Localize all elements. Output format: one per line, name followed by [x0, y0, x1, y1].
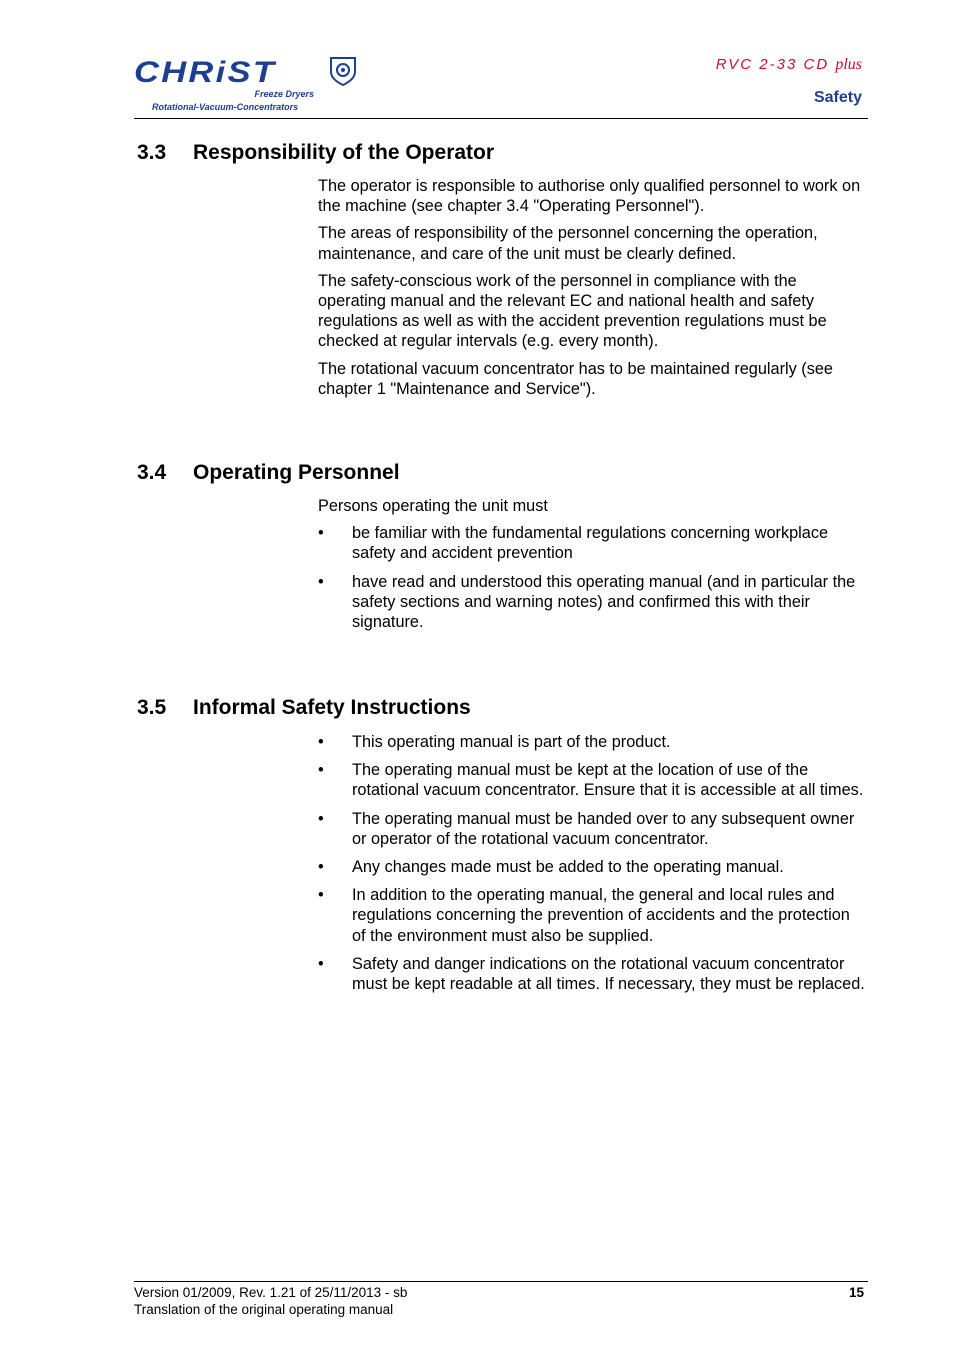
section-title: Informal Safety Instructions [193, 696, 471, 719]
footer-translation: Translation of the original operating manual [134, 1302, 394, 1317]
page-footer [134, 1281, 868, 1318]
footer-version: Version 01/2009, Rev. 1.21 of 25/11/2013 - sb [134, 1285, 408, 1300]
intro-text: Persons operating the unit must [318, 497, 548, 515]
logo-subtitle-rvc: Rotational-Vacuum-Concentrators [152, 102, 299, 112]
christ-logo [134, 54, 370, 116]
bullet-dot-icon: • [318, 524, 324, 543]
list-item: • In addition to the operating manual, the general and local rules and regulations concerning the prevention of accidents and the protection of the environment must also be supplied. [318, 886, 850, 945]
list-item: • The operating manual must be handed over to any subsequent owner or operator of the rotational vacuum concentrator. [318, 809, 855, 848]
model-number: RVC 2-33 CD [715, 56, 830, 73]
christ-emblem-icon [329, 56, 357, 86]
section-title: Responsibility of the Operator [193, 141, 495, 164]
bullet-dot-icon: • [318, 954, 324, 973]
list-item: • Any changes made must be added to the operating manual. [318, 858, 784, 877]
list-item: • Safety and danger indications on the rotational vacuum concentrator must be kept readable at all times. If necessary, they must be replaced. [318, 954, 865, 994]
model-suffix: plus [835, 56, 862, 73]
paragraph: The operator is responsible to authorise only qualified personnel to work on the machine (see chapter 3.4 "Operating Personnel"). [318, 177, 861, 216]
section-heading-3-5 [137, 696, 471, 720]
section-body-3-4 [318, 496, 866, 640]
section-heading-3-3 [137, 141, 494, 165]
bullet-dot-icon: • [318, 572, 324, 591]
section-number: 3.3 [137, 141, 167, 164]
list-item: • have read and understood this operating manual (and in particular the safety sections and warning notes) and confirmed this with their signature. [318, 572, 856, 632]
list-item: • be familiar with the fundamental regulations concerning workplace safety and accident prevention [318, 524, 829, 563]
section-body-3-3 [318, 176, 866, 406]
section-heading-3-4 [137, 461, 400, 485]
bullet-dot-icon: • [318, 733, 324, 751]
page-number: 15 [848, 1285, 864, 1300]
header-section-label: Safety [813, 89, 862, 106]
bullet-list [318, 523, 866, 632]
logo-wordmark: CHRiST [134, 56, 277, 89]
paragraph: The safety-conscious work of the personnel in compliance with the operating manual and the relevant EC and national health and safety regulations as well as with the accident prevention regulations must be checked at regular intervals (e.g. every month). [318, 271, 827, 351]
bullet-dot-icon: • [318, 858, 324, 877]
bullet-dot-icon: • [318, 886, 324, 905]
paragraph: The areas of responsibility of the personnel concerning the operation, maintenance, and care of the unit must be clearly defined. [318, 224, 818, 263]
list-item: • The operating manual must be kept at the location of use of the rotational vacuum concentrator. Ensure that it is accessible at all times. [318, 761, 864, 800]
logo-subtitle-freeze-dryers: Freeze Dryers [254, 89, 314, 99]
section-body-3-5 [318, 732, 866, 1002]
section-number: 3.5 [137, 696, 167, 719]
bullet-dot-icon: • [318, 809, 324, 828]
paragraph: The rotational vacuum concentrator has to be maintained regularly (see chapter 1 "Maintenance and Service"). [318, 359, 833, 398]
bullet-dot-icon: • [318, 761, 324, 780]
bullet-list [318, 732, 866, 994]
list-item: • This operating manual is part of the product. [318, 733, 671, 751]
section-number: 3.4 [137, 461, 167, 484]
model-name [716, 56, 862, 74]
page-header [134, 50, 868, 119]
section-title: Operating Personnel [193, 461, 400, 484]
